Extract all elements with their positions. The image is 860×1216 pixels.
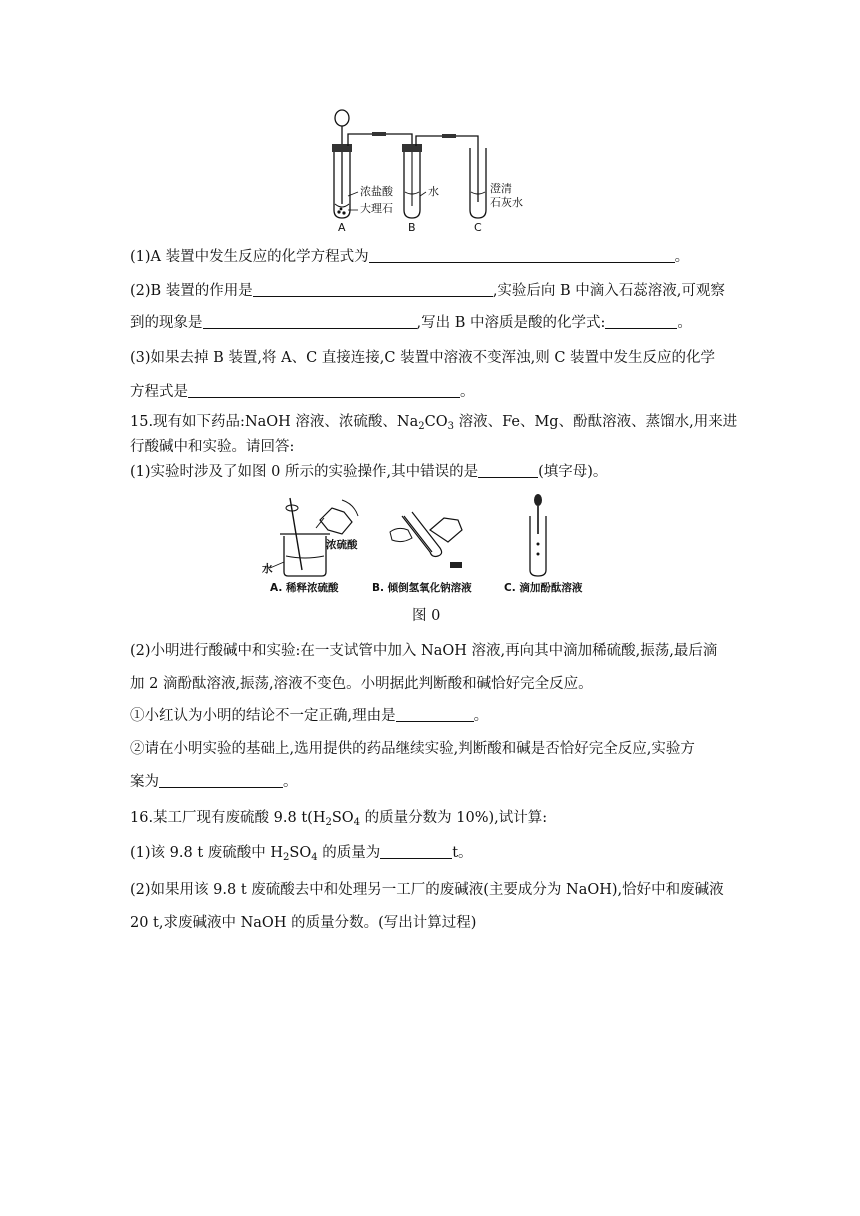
q14-part3b: 方程式是 。 <box>130 384 475 400</box>
label-limewater-2: 石灰水 <box>490 196 523 209</box>
q15-part1: (1)实验时涉及了如图 0 所示的实验操作,其中错误的是 (填字母)。 <box>130 464 608 480</box>
q14-part2b: 到的现象是 ,写出 B 中溶质是酸的化学式: 。 <box>130 315 692 331</box>
figure-caption: 图 0 <box>412 608 441 624</box>
q14-part1: (1)A 装置中发生反应的化学方程式为 。 <box>130 249 690 265</box>
label-limewater-1: 澄清 <box>490 182 512 195</box>
q15-part2-a: (2)小明进行酸碱中和实验:在一支试管中加入 NaOH 溶液,再向其中滴加稀硫酸,振荡,最后滴 <box>130 643 718 659</box>
answer-blank[interactable] <box>188 382 460 398</box>
label-water: 水 <box>428 185 439 198</box>
label-conc-acid: 浓硫酸 <box>326 539 358 551</box>
q14-part2: (2)B 装置的作用是 ,实验后向 B 中滴入石蕊溶液,可观察 <box>130 283 725 299</box>
answer-blank[interactable] <box>605 313 677 329</box>
caption-a: A. 稀释浓硫酸 <box>270 582 339 594</box>
caption-b: B. 倾倒氢氧化钠溶液 <box>372 582 472 594</box>
caption-c: C. 滴加酚酞溶液 <box>504 582 583 594</box>
q14-part3: (3)如果去掉 B 装置,将 A、C 直接连接,C 装置中溶液不变浑浊,则 C 装置中发生反应的化学 <box>130 350 716 366</box>
label-water-fig0: 水 <box>262 563 273 575</box>
q15-part2-1: ①小红认为小明的结论不一定正确,理由是 。 <box>130 708 489 724</box>
q15-part2-b: 加 2 滴酚酞溶液,振荡,溶液不变色。小明据此判断酸和碱恰好完全反应。 <box>130 676 593 692</box>
q15-part2-2b: 案为 。 <box>130 774 298 790</box>
label-acid: 浓盐酸 <box>360 185 393 198</box>
q16-part2-b: 20 t,求废碱液中 NaOH 的质量分数。(写出计算过程) <box>130 915 477 931</box>
label-c: C <box>474 221 482 234</box>
q15-intro-1: 15.现有如下药品:NaOH 溶液、浓硫酸、$Na_2CO_3$ 溶液、Fe、Mg、酚酞溶液、蒸馏水,用来进 <box>130 414 738 432</box>
label-marble: 大理石 <box>360 202 393 215</box>
answer-blank[interactable] <box>369 247 675 263</box>
q15-intro-2: 行酸碱中和实验。请回答: <box>130 439 295 455</box>
answer-blank[interactable] <box>478 462 538 478</box>
apparatus-figure <box>320 106 540 234</box>
answer-blank[interactable] <box>253 281 493 297</box>
label-b: B <box>408 221 416 234</box>
answer-blank[interactable] <box>203 313 417 329</box>
operations-figure <box>262 490 608 598</box>
q15-part2-2: ②请在小明实验的基础上,选用提供的药品继续实验,判断酸和碱是否恰好完全反应,实验方 <box>130 741 695 757</box>
answer-blank[interactable] <box>396 706 474 722</box>
answer-blank[interactable] <box>380 843 452 859</box>
label-a: A <box>338 221 346 234</box>
q16-part1: (1)该 9.8 t 废硫酸中 $H_2SO_4$ 的质量为 t。 <box>130 845 473 863</box>
answer-blank[interactable] <box>159 772 283 788</box>
q16-part2-a: (2)如果用该 9.8 t 废硫酸去中和处理另一工厂的废碱液(主要成分为 NaOH),恰好中和废碱液 <box>130 882 724 898</box>
q16-intro: 16.某工厂现有废硫酸 9.8 $t(H_2SO_4$ 的质量分数为 10%),试计算: <box>130 810 548 828</box>
